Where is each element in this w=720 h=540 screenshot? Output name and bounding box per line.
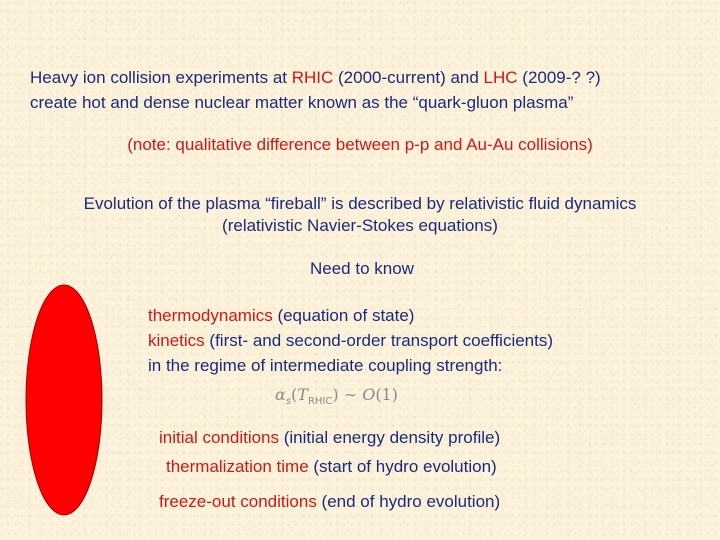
evolution-line-1: Evolution of the plasma “fireball” is described by relativistic fluid dynamics	[83, 194, 637, 213]
thermalization-time-term: thermalization time	[166, 457, 309, 476]
note-text: (note: qualitative difference between p-p and Au-Au collisions)	[127, 135, 593, 154]
thermodynamics-desc: (equation of state)	[272, 306, 415, 325]
formula-open: (	[291, 385, 298, 404]
need-to-know-heading: Need to know	[310, 259, 414, 278]
formula-T: T	[297, 385, 308, 404]
thermalization-time-desc: (start of hydro evolution)	[308, 457, 497, 476]
item-initial-conditions	[159, 428, 500, 448]
evolution-line-2: (relativistic Navier-Stokes equations)	[222, 216, 498, 235]
formula-close: )	[332, 385, 339, 404]
freeze-out-conditions-desc: (end of hydro evolution)	[316, 492, 501, 511]
kinetics-term: kinetics	[148, 331, 205, 350]
regime-text: in the regime of intermediate coupling strength:	[148, 356, 503, 375]
intro-text-1: Heavy ion collision experiments at	[30, 68, 292, 87]
item-thermodynamics	[148, 306, 414, 326]
freeze-out-conditions-term: freeze-out conditions	[159, 492, 317, 511]
thermodynamics-term: thermodynamics	[148, 306, 273, 325]
item-freeze-out-conditions	[159, 492, 500, 512]
kinetics-desc: (first- and second-order transport coefficients)	[204, 331, 554, 350]
lhc-label: LHC	[483, 68, 518, 87]
initial-conditions-term: initial conditions	[159, 428, 280, 447]
intro-text-3: (2009-? ?)	[517, 68, 601, 87]
formula-one: (1)	[375, 385, 398, 404]
intro-line-1	[30, 68, 601, 88]
intro-text-2: (2000-current) and	[333, 68, 484, 87]
item-kinetics	[148, 331, 553, 351]
item-thermalization-time	[166, 457, 497, 477]
formula-alpha: α	[275, 385, 286, 404]
formula-O: O	[362, 385, 376, 404]
initial-conditions-desc: (initial energy density profile)	[279, 428, 501, 447]
intro-line-2: create hot and dense nuclear matter known as the “quark-gluon plasma”	[30, 93, 574, 112]
formula-s-sub: s	[285, 396, 292, 407]
coupling-formula	[275, 385, 398, 412]
formula-rhic-sub: RHIC	[307, 396, 333, 407]
rhic-label: RHIC	[291, 68, 334, 87]
formula-sim: ∼	[338, 385, 363, 404]
